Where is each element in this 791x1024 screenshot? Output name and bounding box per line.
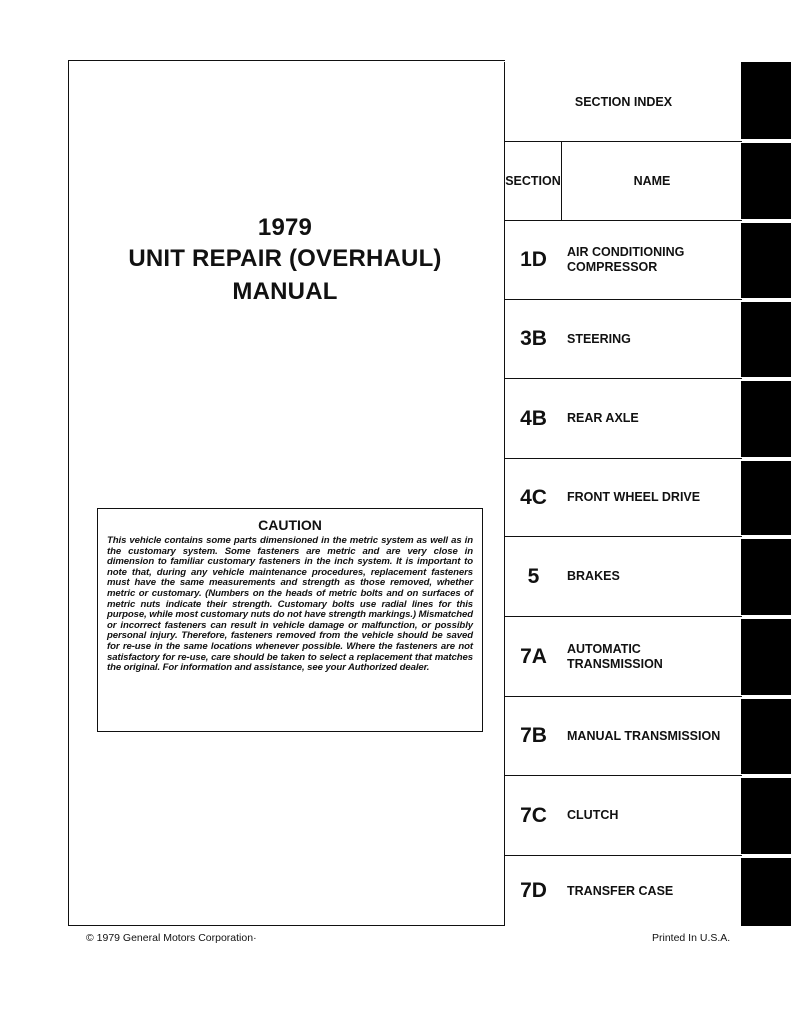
section-code: 5 xyxy=(527,564,540,588)
name-column-header: NAME xyxy=(562,142,742,221)
index-row-7d[interactable] xyxy=(505,856,742,926)
thumb-tabs xyxy=(741,62,791,926)
section-name: FRONT WHEEL DRIVE xyxy=(567,490,701,504)
index-row-4c[interactable] xyxy=(505,459,742,537)
section-index-heading: SECTION INDEX xyxy=(505,62,742,142)
manual-year: 1979 xyxy=(257,214,313,241)
thumb-tab[interactable] xyxy=(741,858,791,926)
thumb-tab[interactable] xyxy=(741,699,791,774)
index-row-1d[interactable] xyxy=(505,221,742,300)
section-code: 7C xyxy=(520,803,547,827)
index-row-7a[interactable] xyxy=(505,617,742,697)
section-name: STEERING xyxy=(567,331,631,346)
section-name: REAR AXLE xyxy=(567,411,639,425)
section-name: AIR CONDITIONING COMPRESSOR xyxy=(567,245,685,274)
copyright-notice: © 1979 General Motors Corporation· xyxy=(86,932,257,944)
section-name: TRANSFER CASE xyxy=(567,883,674,898)
section-code: 4B xyxy=(520,406,547,430)
section-code: 1D xyxy=(520,248,547,271)
section-name: AUTOMATIC TRANSMISSION xyxy=(567,641,663,671)
thumb-tab[interactable] xyxy=(741,381,791,457)
section-column-header: SECTION xyxy=(505,142,562,221)
section-name: MANUAL TRANSMISSION xyxy=(567,728,721,743)
caution-text: This vehicle contains some parts dimensioned in the metric system as well as in the customary system. Some fasteners are metric and are very close in dimension to familiar customary fasteners in the inch system. It is important to note that, during any vehicle maintenance procedures, replacement fasteners must have the same measurements and strength as those removed, whether metric or customary. (Numbers on the heads of metric bolts and on surfaces of metric nuts indicate their strength. Customary bolts use radial lines for this purpose, while most customary nuts do not have strength markings.) Mismatched or incorrect fasteners can result in vehicle damage or malfunction, or possibly personal injury. Therefore, fasteners removed from the vehicle should be saved for re-use in the same locations whenever possible. Where the fasteners are not satisfactory for re-use, care should be taken to select a replacement that matches the original. For information and assistance, see your Authorized dealer. xyxy=(107,535,473,674)
section-code: 4C xyxy=(520,485,547,509)
thumb-tab[interactable] xyxy=(741,143,791,219)
printed-in-notice: Printed In U.S.A. xyxy=(652,932,731,944)
index-row-7b[interactable] xyxy=(505,697,742,776)
thumb-tab[interactable] xyxy=(741,539,791,615)
thumb-tab[interactable] xyxy=(741,778,791,854)
section-code: 7A xyxy=(520,644,547,668)
section-code: 7D xyxy=(520,879,547,902)
thumb-tab[interactable] xyxy=(741,223,791,298)
thumb-tab[interactable] xyxy=(741,619,791,695)
caution-heading: CAUTION xyxy=(258,517,322,533)
section-name: CLUTCH xyxy=(567,808,619,822)
thumb-tab[interactable] xyxy=(741,62,791,139)
index-row-7c[interactable] xyxy=(505,776,742,856)
caution-box xyxy=(97,508,483,732)
manual-title: UNIT REPAIR (OVERHAUL) xyxy=(128,245,442,272)
section-code: 7B xyxy=(520,724,547,747)
cover-frame xyxy=(68,60,505,926)
section-name: BRAKES xyxy=(567,569,620,583)
index-row-4b[interactable] xyxy=(505,379,742,459)
section-index xyxy=(504,62,742,926)
section-code: 3B xyxy=(520,327,547,350)
thumb-tab[interactable] xyxy=(741,302,791,377)
manual-subtitle: MANUAL xyxy=(232,278,338,305)
index-row-5[interactable] xyxy=(505,537,742,617)
index-row-3b[interactable] xyxy=(505,300,742,379)
thumb-tab[interactable] xyxy=(741,461,791,535)
